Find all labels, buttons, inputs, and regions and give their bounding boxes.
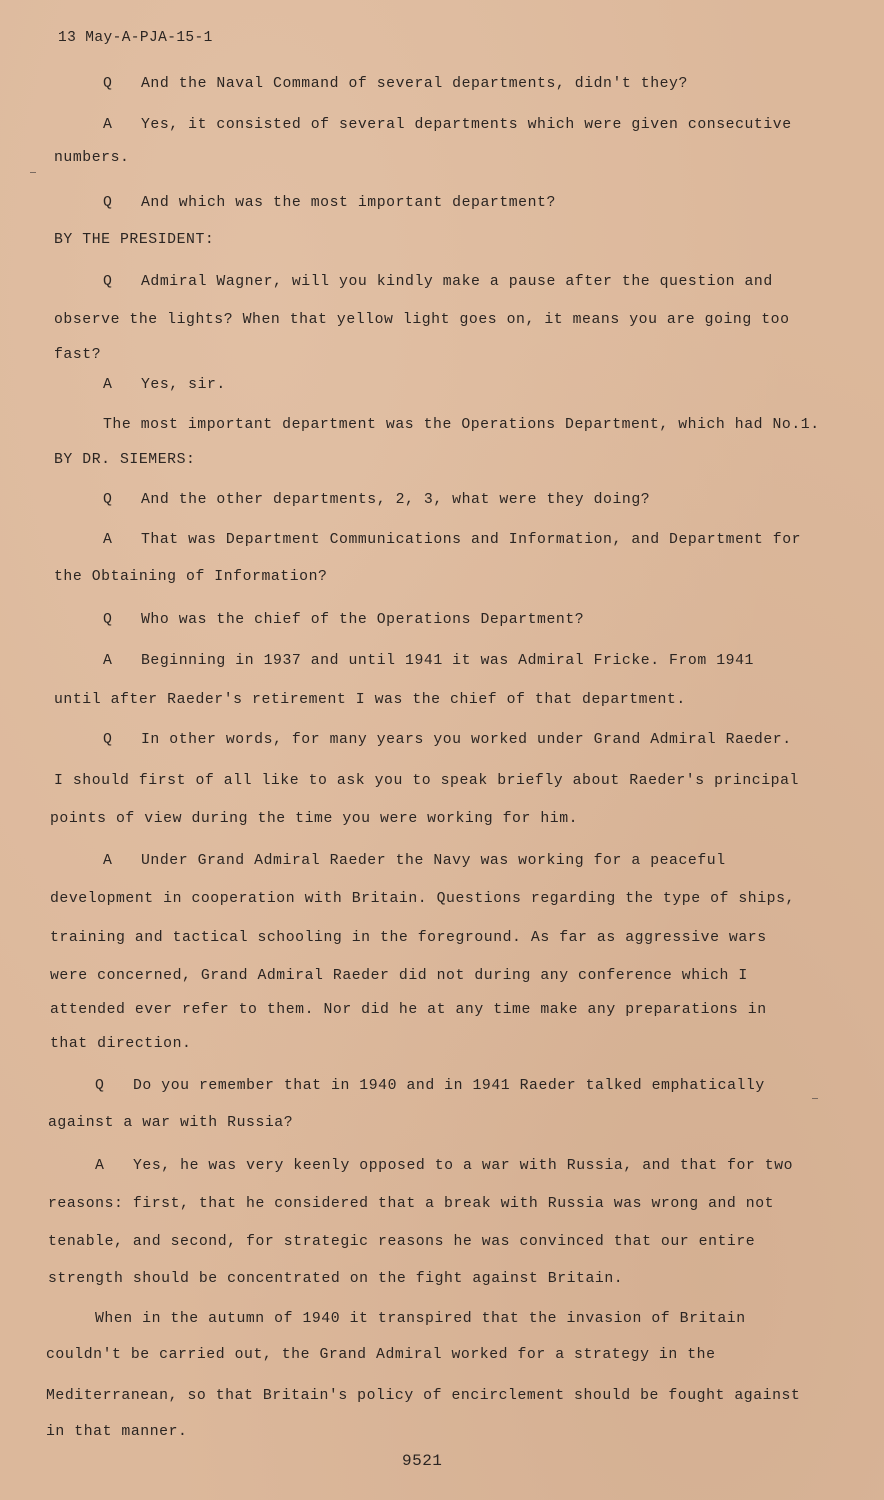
line-text: development in cooperation with Britain. Questions regarding the type of ships,: [50, 891, 795, 907]
transcript-line: [50, 1035, 191, 1053]
transcript-line: [46, 1346, 716, 1364]
transcript-line: [54, 772, 799, 790]
transcript-line: [103, 416, 820, 434]
transcript-line: [103, 491, 650, 509]
line-text: BY DR. SIEMERS:: [54, 452, 196, 468]
line-text: attended ever refer to them. Nor did he at any time make any preparations in: [50, 1002, 767, 1018]
transcript-line: [95, 1310, 746, 1328]
line-text: couldn't be carried out, the Grand Admiral worked for a strategy in the: [46, 1347, 716, 1363]
transcript-line: [48, 1114, 293, 1132]
transcript-line: [54, 149, 129, 167]
page-number: 9521: [402, 1452, 443, 1470]
line-text: And the other departments, 2, 3, what were they doing?: [141, 492, 651, 508]
transcript-line: [103, 611, 584, 629]
speaker-label: Q: [103, 732, 113, 748]
transcript-line: [50, 810, 578, 828]
line-text: I should first of all like to ask you to speak briefly about Raeder's principal: [54, 773, 799, 789]
transcript-line: [46, 1387, 800, 1405]
transcript-line: [50, 890, 795, 908]
transcript-line: [103, 376, 226, 394]
line-text: Yes, he was very keenly opposed to a war with Russia, and that for two: [133, 1158, 794, 1174]
transcript-line: [48, 1195, 774, 1213]
speaker-label: Q: [95, 1078, 105, 1094]
line-text: And which was the most important department?: [141, 195, 556, 211]
transcript-line: [103, 194, 556, 212]
transcript-line: [48, 1233, 755, 1251]
line-text: Do you remember that in 1940 and in 1941 Raeder talked emphatically: [133, 1078, 765, 1094]
line-text: And the Naval Command of several departments, didn't they?: [141, 76, 688, 92]
transcript-line: [103, 531, 801, 549]
line-text: training and tactical schooling in the foreground. As far as aggressive wars: [50, 930, 767, 946]
line-text: were concerned, Grand Admiral Raeder did not during any conference which I: [50, 968, 748, 984]
speaker-label: A: [103, 377, 113, 393]
line-text: strength should be concentrated on the fight against Britain.: [48, 1271, 624, 1287]
line-text: Yes, it consisted of several departments which were given consecutive: [141, 117, 792, 133]
speaker-label: Q: [103, 492, 113, 508]
line-text: the Obtaining of Information?: [54, 569, 328, 585]
speaker-label: Q: [103, 195, 113, 211]
line-text: Who was the chief of the Operations Department?: [141, 612, 585, 628]
transcript-line: [48, 1270, 623, 1288]
transcript-line: [54, 451, 195, 469]
speaker-label: Q: [103, 612, 113, 628]
line-text: against a war with Russia?: [48, 1115, 294, 1131]
transcript-line: [103, 731, 792, 749]
transcript-line: [50, 967, 748, 985]
line-text: fast?: [54, 347, 102, 363]
line-text: BY THE PRESIDENT:: [54, 232, 215, 248]
transcript-line: [54, 231, 214, 249]
speaker-label: Q: [103, 274, 113, 290]
speaker-label: A: [103, 532, 113, 548]
line-text: in that manner.: [46, 1424, 188, 1440]
line-text: points of view during the time you were working for him.: [50, 811, 579, 827]
line-text: reasons: first, that he considered that a break with Russia was wrong and not: [48, 1196, 775, 1212]
transcript-line: [95, 1077, 765, 1095]
line-text: In other words, for many years you worked under Grand Admiral Raeder.: [141, 732, 792, 748]
line-text: That was Department Communications and Information, and Department for: [141, 532, 802, 548]
line-text: that direction.: [50, 1036, 192, 1052]
line-text: The most important department was the Operations Department, which had No.1.: [103, 417, 820, 433]
line-text: When in the autumn of 1940 it transpired that the invasion of Britain: [95, 1311, 746, 1327]
speaker-label: A: [95, 1158, 105, 1174]
transcript-line: [54, 568, 327, 586]
transcript-line: [50, 929, 767, 947]
speaker-label: A: [103, 653, 113, 669]
transcript-line: [103, 852, 726, 870]
transcript-line: [54, 691, 686, 709]
transcript-line: [95, 1157, 793, 1175]
line-text: numbers.: [54, 150, 130, 166]
transcript-line: [103, 273, 773, 291]
transcript-line: [46, 1423, 187, 1441]
document-header: 13 May-A-PJA-15-1: [58, 30, 213, 46]
transcript-line: [50, 1001, 767, 1019]
line-text: until after Raeder's retirement I was the chief of that department.: [54, 692, 686, 708]
line-text: Beginning in 1937 and until 1941 it was Admiral Fricke. From 1941: [141, 653, 754, 669]
transcript-line: [103, 652, 754, 670]
transcript-line: [103, 75, 688, 93]
line-text: Mediterranean, so that Britain's policy of encirclement should be fought against: [46, 1388, 801, 1404]
edge-mark: [812, 1098, 818, 1099]
speaker-label: A: [103, 117, 113, 133]
transcript-line: [54, 346, 101, 364]
edge-mark: [30, 172, 36, 173]
speaker-label: Q: [103, 76, 113, 92]
speaker-label: A: [103, 853, 113, 869]
line-text: tenable, and second, for strategic reasons he was convinced that our entire: [48, 1234, 756, 1250]
transcript-line: [103, 116, 792, 134]
transcript-line: [54, 311, 790, 329]
line-text: Yes, sir.: [141, 377, 226, 393]
line-text: observe the lights? When that yellow light goes on, it means you are going too: [54, 312, 790, 328]
line-text: Under Grand Admiral Raeder the Navy was working for a peaceful: [141, 853, 726, 869]
line-text: Admiral Wagner, will you kindly make a pause after the question and: [141, 274, 773, 290]
